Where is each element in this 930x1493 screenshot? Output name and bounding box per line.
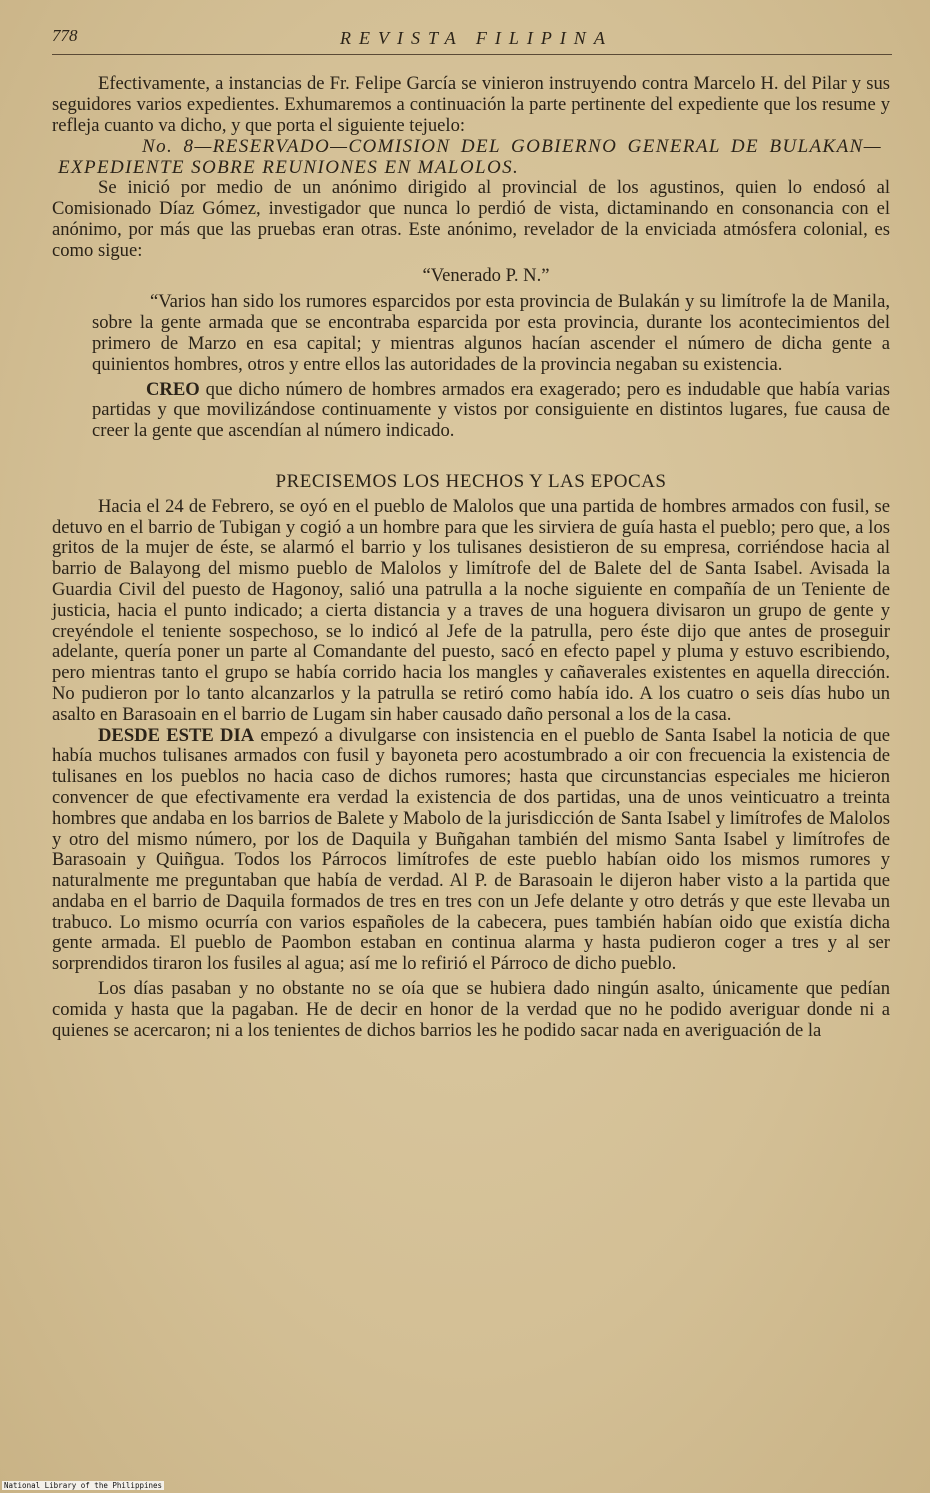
- page-header: [52, 24, 892, 55]
- body-paragraph-2: [52, 726, 890, 976]
- body-paragraph-2-text: empezó a divulgarse con insistencia en el pueblo de Santa Isabel la noticia de que había muchos tulisanes armados con fusil y bayoneta pero acostumbrado a oir con frecuencia la existencia de tulisanes en los pueblos no hacia caso de dichos rumores; hasta que circunstancias especiales me hicieron convencer de que efectivamente era verdad la existencia de dos partidas, una de unos veinticuatro a treinta hombres que andaba en los barrios de Balete y Mabolo de la jurisdicción de Santa Isabel y limítrofes de Malolos y otro del mismo número, por los de Daquila y Buñgahan también del mismo Santa Isabel y limítrofes de Barasoain y Quiñgua. Todos los Párrocos limítrofes de este pueblo habían oido los mismos rumores y naturalmente me preguntaban que había de verdad. Al P. de Barasoain le dijeron haber visto a la partida que andaba en el barrio de Daquila formados de tres en tres con un Jefe delante y otro detrás y que este llevaba un trabuco. Lo mismo ocurría con varios españoles de la cabecera, pues también habían oido que existía dicha gente armada. El pueblo de Paombon estaban en continua alarma y hasta pudieron coger a tres y al ser sorprendidos tiraron los fusiles al agua; así me lo refirió el Párroco de dicho pueblo.: [52, 724, 890, 975]
- body-paragraph-2-lead: DESDE ESTE DIA: [98, 724, 255, 746]
- page-number: 778: [52, 26, 78, 45]
- anonymous-letter-intro: Se inició por medio de un anónimo dirigido al provincial de los agustinos, quien lo endosó al Comisionado Díaz Gómez, investigador que nunca lo perdió de vista, dictaminando en consonancia con el anónimo, por más que las pruebas eran otras. Este anónimo, revelador de la enviciada atmósfera colonial, es como sigue:: [52, 177, 890, 261]
- quote-paragraph-2-text: que dicho número de hombres armados era exagerado; pero es indudable que había varias partidas y que movilizándose continuamente y vistos por consiguiente en distintos lugares, fue causa de creer la gente que ascendían al número indicado.: [92, 378, 890, 442]
- letter-salutation: “Venerado P. N.”: [422, 264, 550, 286]
- file-label: No. 8—RESERVADO—COMISION DEL GOBIERNO GENERAL DE BULAKAN—EXPEDIENTE SOBRE REUNIONES EN MALOLOS.: [58, 136, 882, 179]
- body-paragraph-3: Los días pasaban y no obstante no se oía que se hubiera dado ningún asalto, únicamente que pedían comida y hasta que la pagaban. He de decir en honor de la verdad que no he podido averiguar donde ni a quienes se acercaron; ni a los tenientes de dichos barrios les he podido sacar nada en averiguación de la: [52, 978, 890, 1041]
- quoted-letter: [52, 292, 890, 442]
- quote-paragraph-1: “Varios han sido los rumores esparcidos por esta provincia de Bulakán y su limítrofe la de Manila, sobre la gente armada que se encontraba esparcida por esta provincia, durante los acontecimientos del primero de Marzo en esa capital; y mientras algunos hacían ascender el número de dicha gente a quinientos hombres, otros y entre ellos las autoridades de la provincia negaban su existencia.: [92, 291, 890, 375]
- running-head: REVISTA FILIPINA: [340, 28, 613, 48]
- intro-paragraph: Efectivamente, a instancias de Fr. Felipe García se vinieron instruyendo contra Marcelo H. del Pilar y sus seguidores varios expedientes. Exhumaremos a continuación la parte pertinente del expediente que los resume y refleja cuanto va dicho, y que porta el siguiente tejuelo:: [52, 73, 890, 136]
- section-title: PRECISEMOS LOS HECHOS Y LAS EPOCAS: [275, 470, 667, 492]
- library-credit: National Library of the Philippines: [4, 1481, 163, 1490]
- quote-paragraph-2: [92, 380, 890, 442]
- quote-paragraph-2-lead: CREO: [146, 378, 200, 400]
- article-body: [52, 74, 890, 1041]
- body-paragraph-1: Hacia el 24 de Febrero, se oyó en el pueblo de Malolos que una partida de hombres armados con fusil, se detuvo en el barrio de Tubigan y cogió a un hombre para que les sirviera de guía hasta el pueblo; pero que, a los gritos de la mujer de éste, se alarmó el barrio y los tulisanes desistieron de su empresa, corriéndose hacia al barrio de Balayong del mismo pueblo de Malolos y limítrofe del de Balete del de Santa Isabel. Avisada la Guardia Civil del puesto de Hagonoy, salió una patrulla a la noche siguiente en compañía de un Teniente de justicia, hacia el punto indicado; a cierta distancia y a traves de una hoguera divisaron un grupo de gente y creyéndole el teniente sospechoso, se lo indicó al Jefe de la patrulla, pero éste dijo que antes de proseguir adelante, quería poner un parte al Comandante del puesto, sacó en efecto papel y pluma y estuvo escribiendo, pero mientras tanto el grupo se había corrido hacia los mangles y cañaverales existentes en aquella dirección. No pudieron por lo tanto alcanzarlos y la patrulla se retiró como había ido. A los cuatro o seis días hubo un asalto en Barasoain en el barrio de Lugam sin haber causado daño personal a los de la casa.: [52, 495, 890, 725]
